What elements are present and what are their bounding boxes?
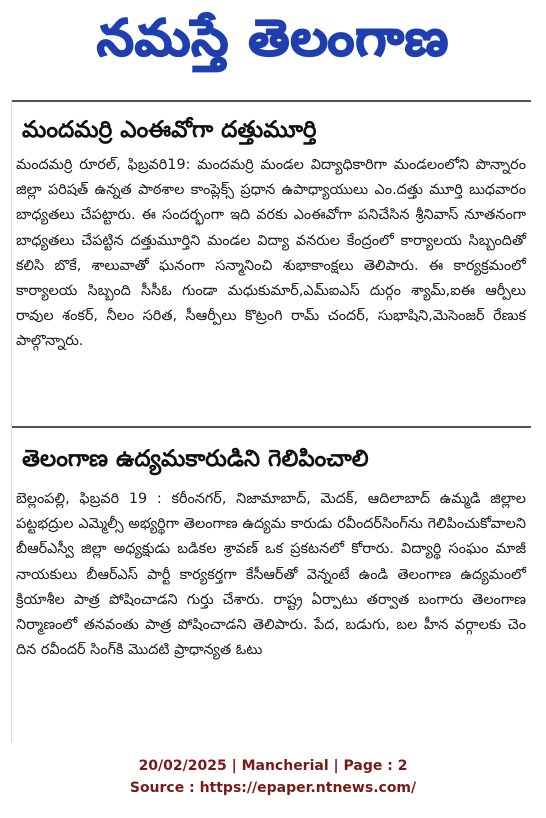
article1-headline: మందమర్రి ఎంఈవోగా దత్తుమూర్తి: [22, 117, 317, 143]
article-clipping: [11, 100, 531, 742]
footer-date-edition-page: 20/02/2025 | Mancherial | Page : 2: [138, 758, 408, 774]
newspaper-masthead: [0, 0, 546, 100]
article1-body: మందమర్రి రూరల్, ఫిబ్రవరి19: మందమర్రి మండల విద్యాధికారిగా మండలంలోని పొన్నారం జిల్లా పరిషత్ ఉన్నత పాఠశాల కాంప్లెక్స్ ప్రధాన ఉపాధ్యాయులు ఎం.దత్తు మూర్తి బుధవారం బాధ్యతలు చేపట్టారు. ఈ సందర్భంగా ఇది వరకు ఎంఈవోగా పనిచేసిన శ్రీనివాస్ నూతనంగా బాధ్యతలు చేపట్టిన దత్తుమూర్తిని మండల విద్యా వనరుల కేంద్రంలో కార్యాలయ సిబ్బందితో కలిసి బొకే, శాలువాతో ఘనంగా సన్మానించి శుభాకాంక్షలు తెలిపారు. ఈ కార్యక్రమంలో కార్యాలయ సిబ్బంది సీసీఓ గుండా మధుకుమార్,ఎమ్ఐఎస్ దుర్గం శ్యామ్,ఐఈ ఆర్పీలు రావుల శంకర్, నీలం సరిత, సీఆర్పీలు కొట్రంగి రామ్ చందర్, సుభాషిని,మెసెంజర్ రేణుక పాల్గొన్నారు.: [16, 157, 526, 350]
section-rule: [12, 426, 531, 428]
masthead-title: నమస్తే తెలంగాణ: [96, 9, 450, 67]
article2-headline: తెలంగాణ ఉద్యమకారుడిని గెలిపించాలి: [22, 446, 369, 472]
footer-source-link[interactable]: Source : https://epaper.ntnews.com/: [129, 780, 417, 796]
top-rule: [12, 100, 531, 102]
article2-body: బెల్లంపల్లి, ఫిబ్రవరి 19 : కరీంనగర్, నిజామాబాద్, మెదక్, ఆదిలాబాద్ ఉమ్మడి జిల్లాల పట్టభద్రుల ఎమ్మెల్సీ అభ్యర్థిగా తెలంగాణ ఉద్యమ కారుడు రవీందర్‌సింగ్‌ను గెలిపించుకోవాలని బీఆర్ఎస్వీ జిల్లా అధ్యక్షుడు బడికల శ్రావణ్ ఒక ప్రకటనలో కోరారు. విద్యార్థి సంఘం మాజీ నాయకులు బీఆర్ఎస్ పార్టీ కార్యకర్తగా కేసీఆర్‌తో వెన్నంటే ఉండి తెలంగాణ ఉద్యమంలో క్రియాశీల పాత్ర పోషించాడని గుర్తు చేశారు. రాష్ట్ర ఏర్పాటు తర్వాత బంగారు తెలంగాణ నిర్మాణంలో తనవంతు పాత్ర పోషించాడని తెలిపారు. పేద, బడుగు, బల హీన వర్గాలకు చెం దిన రవీందర్ సింగ్‌కి మొదటి ప్రాధాన్యత ఓటు: [16, 491, 526, 659]
